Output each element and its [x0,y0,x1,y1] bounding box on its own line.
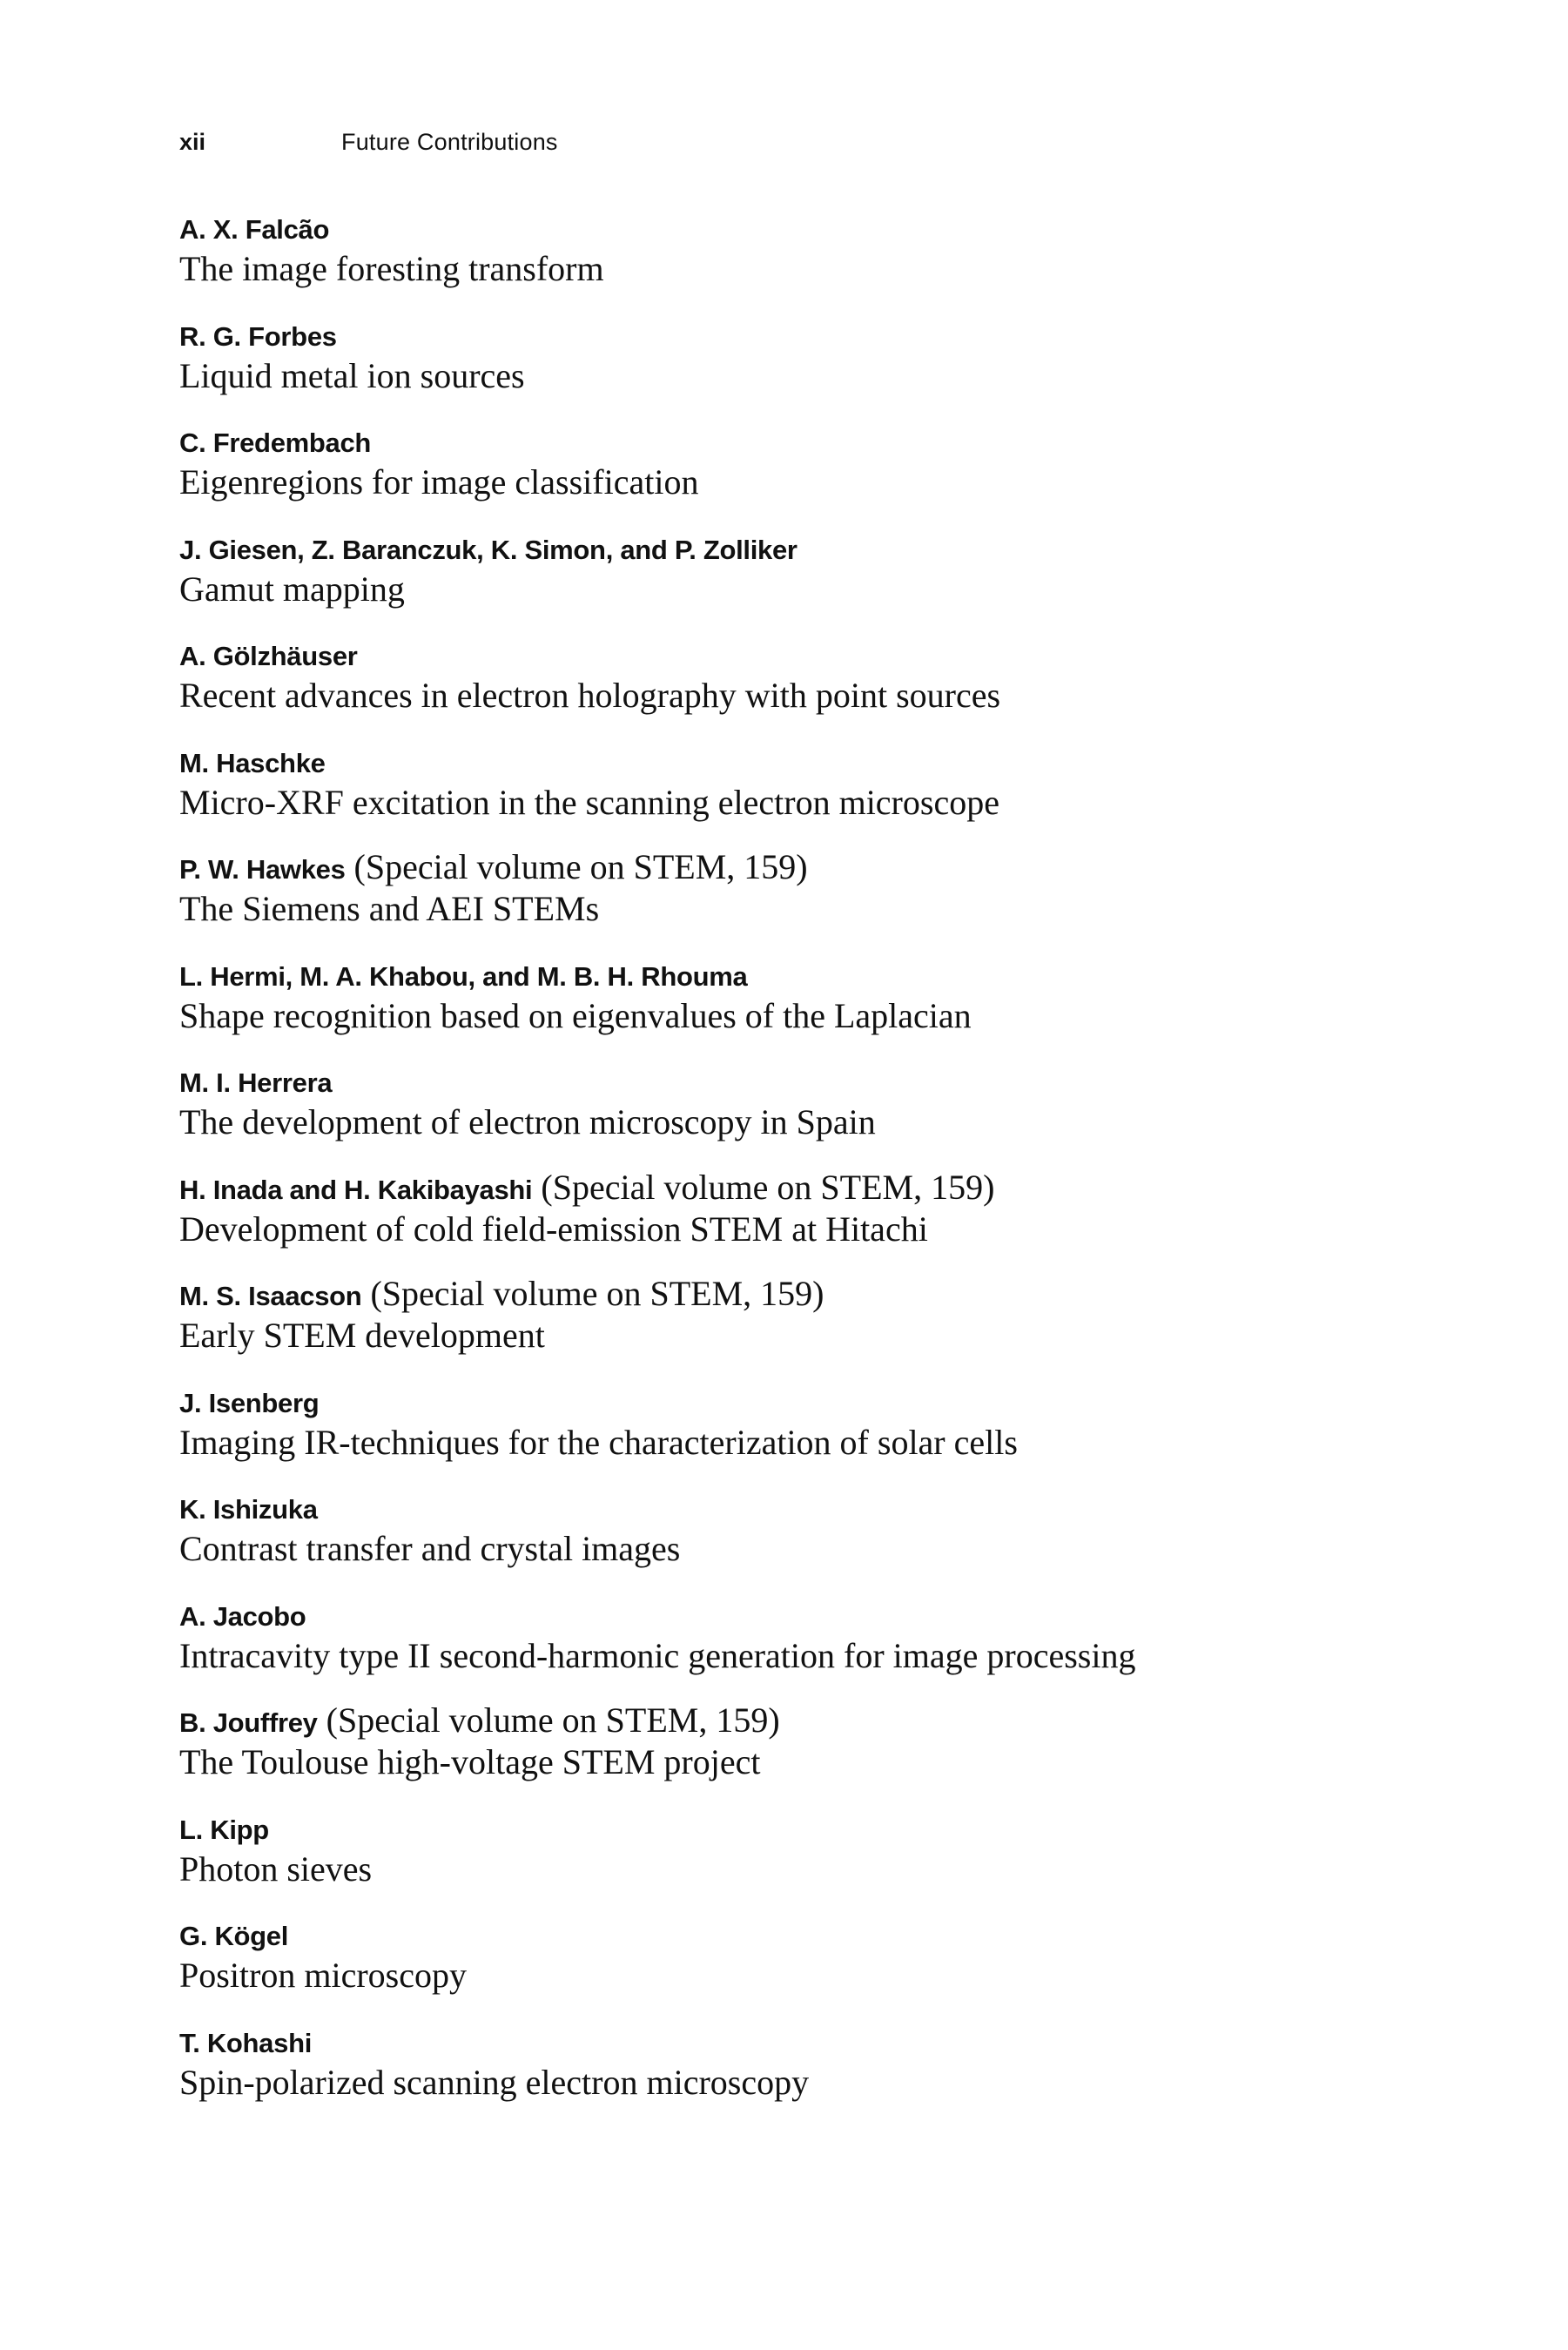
author-names: L. Kipp [179,1814,269,1845]
author-line [179,1061,332,1103]
author-names: A. Jacobo [179,1600,306,1632]
contribution-entry [179,741,1416,848]
contribution-entry [179,1168,1416,1275]
contribution-title: The Toulouse high-voltage STEM project [179,1742,761,1781]
contribution-title: Photon sieves [179,1848,373,1889]
author-names: M. S. Isaacson [179,1281,362,1311]
author-line [179,847,808,890]
contribution-entry [179,207,1416,314]
contribution-title: Contrast transfer and crystal images [179,1529,681,1568]
volume-note: (Special volume on STEM, 159) [353,847,808,886]
author-line [179,1700,780,1743]
contribution-entry [179,1487,1416,1594]
author-names: G. Kögel [179,1921,289,1951]
contribution-entry [179,1808,1416,1915]
contribution-list [179,207,1416,2127]
author-names: T. Kohashi [179,2027,313,2058]
contribution-title: Early STEM development [179,1316,545,1355]
contribution-entry [179,1914,1416,2021]
author-line [179,954,747,997]
author-names: C. Fredembach [179,428,372,458]
author-names: M. Haschke [179,747,326,778]
author-line [179,528,797,570]
contribution-title: The image foresting transform [179,249,604,288]
running-title: Future Contributions [341,129,558,155]
contribution-title: Imaging IR-techniques for the characterization of solar cells [179,1422,1018,1462]
page-number: xii [179,129,206,155]
author-line [179,1914,288,1956]
volume-note: (Special volume on STEM, 159) [541,1167,995,1207]
contribution-title: Spin-polarized scanning electron microscopy [179,2062,810,2102]
volume-note: (Special volume on STEM, 159) [370,1274,824,1313]
contribution-title: Eigenregions for image classification [179,462,699,502]
contribution-entry [179,421,1416,528]
contribution-title: Recent advances in electron holography with point sources [179,676,1001,715]
contribution-entry [179,1274,1416,1381]
contribution-title: Shape recognition based on eigenvalues of the Laplacian [179,995,972,1035]
contribution-entry [179,2021,1416,2128]
author-line [179,1168,994,1210]
author-line [179,207,329,250]
contribution-title: Development of cold field-emission STEM at Hitachi [179,1209,928,1249]
contribution-entry [179,528,1416,635]
contribution-entry [179,1594,1416,1701]
author-names: P. W. Hawkes [179,854,346,885]
contribution-entry [179,634,1416,741]
author-line [179,1808,269,1850]
contribution-title: Micro-XRF excitation in the scanning electron microscope [179,782,999,822]
contribution-entry [179,314,1416,421]
contribution-title: Gamut mapping [179,569,405,609]
author-names: R. G. Forbes [179,320,337,352]
author-names: L. Hermi, M. A. Khabou, and M. B. H. Rhouma [179,960,748,992]
author-names: J. Giesen, Z. Baranczuk, K. Simon, and P. Zolliker [179,534,797,565]
contribution-entry [179,1700,1416,1808]
contribution-entry [179,954,1416,1061]
author-names: K. Ishizuka [179,1494,318,1525]
contribution-entry [179,1061,1416,1168]
author-names: A. X. Falcão [179,214,330,245]
author-line [179,1487,318,1530]
contribution-title: Liquid metal ion sources [179,355,525,395]
contribution-title: Positron microscopy [179,1956,467,1995]
author-line [179,741,326,784]
contribution-title: The Siemens and AEI STEMs [179,889,600,928]
contribution-title: The development of electron microscopy in Spain [179,1102,876,1141]
author-names: A. Gölzhäuser [179,641,358,671]
contribution-entry [179,1381,1416,1488]
contribution-entry [179,847,1416,954]
author-line [179,421,371,463]
volume-note: (Special volume on STEM, 159) [326,1700,780,1740]
author-names: M. I. Herrera [179,1067,333,1098]
author-line [179,314,337,357]
author-line [179,634,358,677]
author-line [179,1274,824,1316]
author-line [179,1381,319,1424]
running-head [179,129,558,164]
author-line [179,1594,306,1637]
contribution-title: Intracavity type II second-harmonic generation for image processing [179,1635,1136,1675]
author-line [179,2021,312,2064]
author-names: H. Inada and H. Kakibayashi [179,1174,533,1205]
author-names: B. Jouffrey [179,1707,318,1738]
author-names: J. Isenberg [179,1387,320,1418]
